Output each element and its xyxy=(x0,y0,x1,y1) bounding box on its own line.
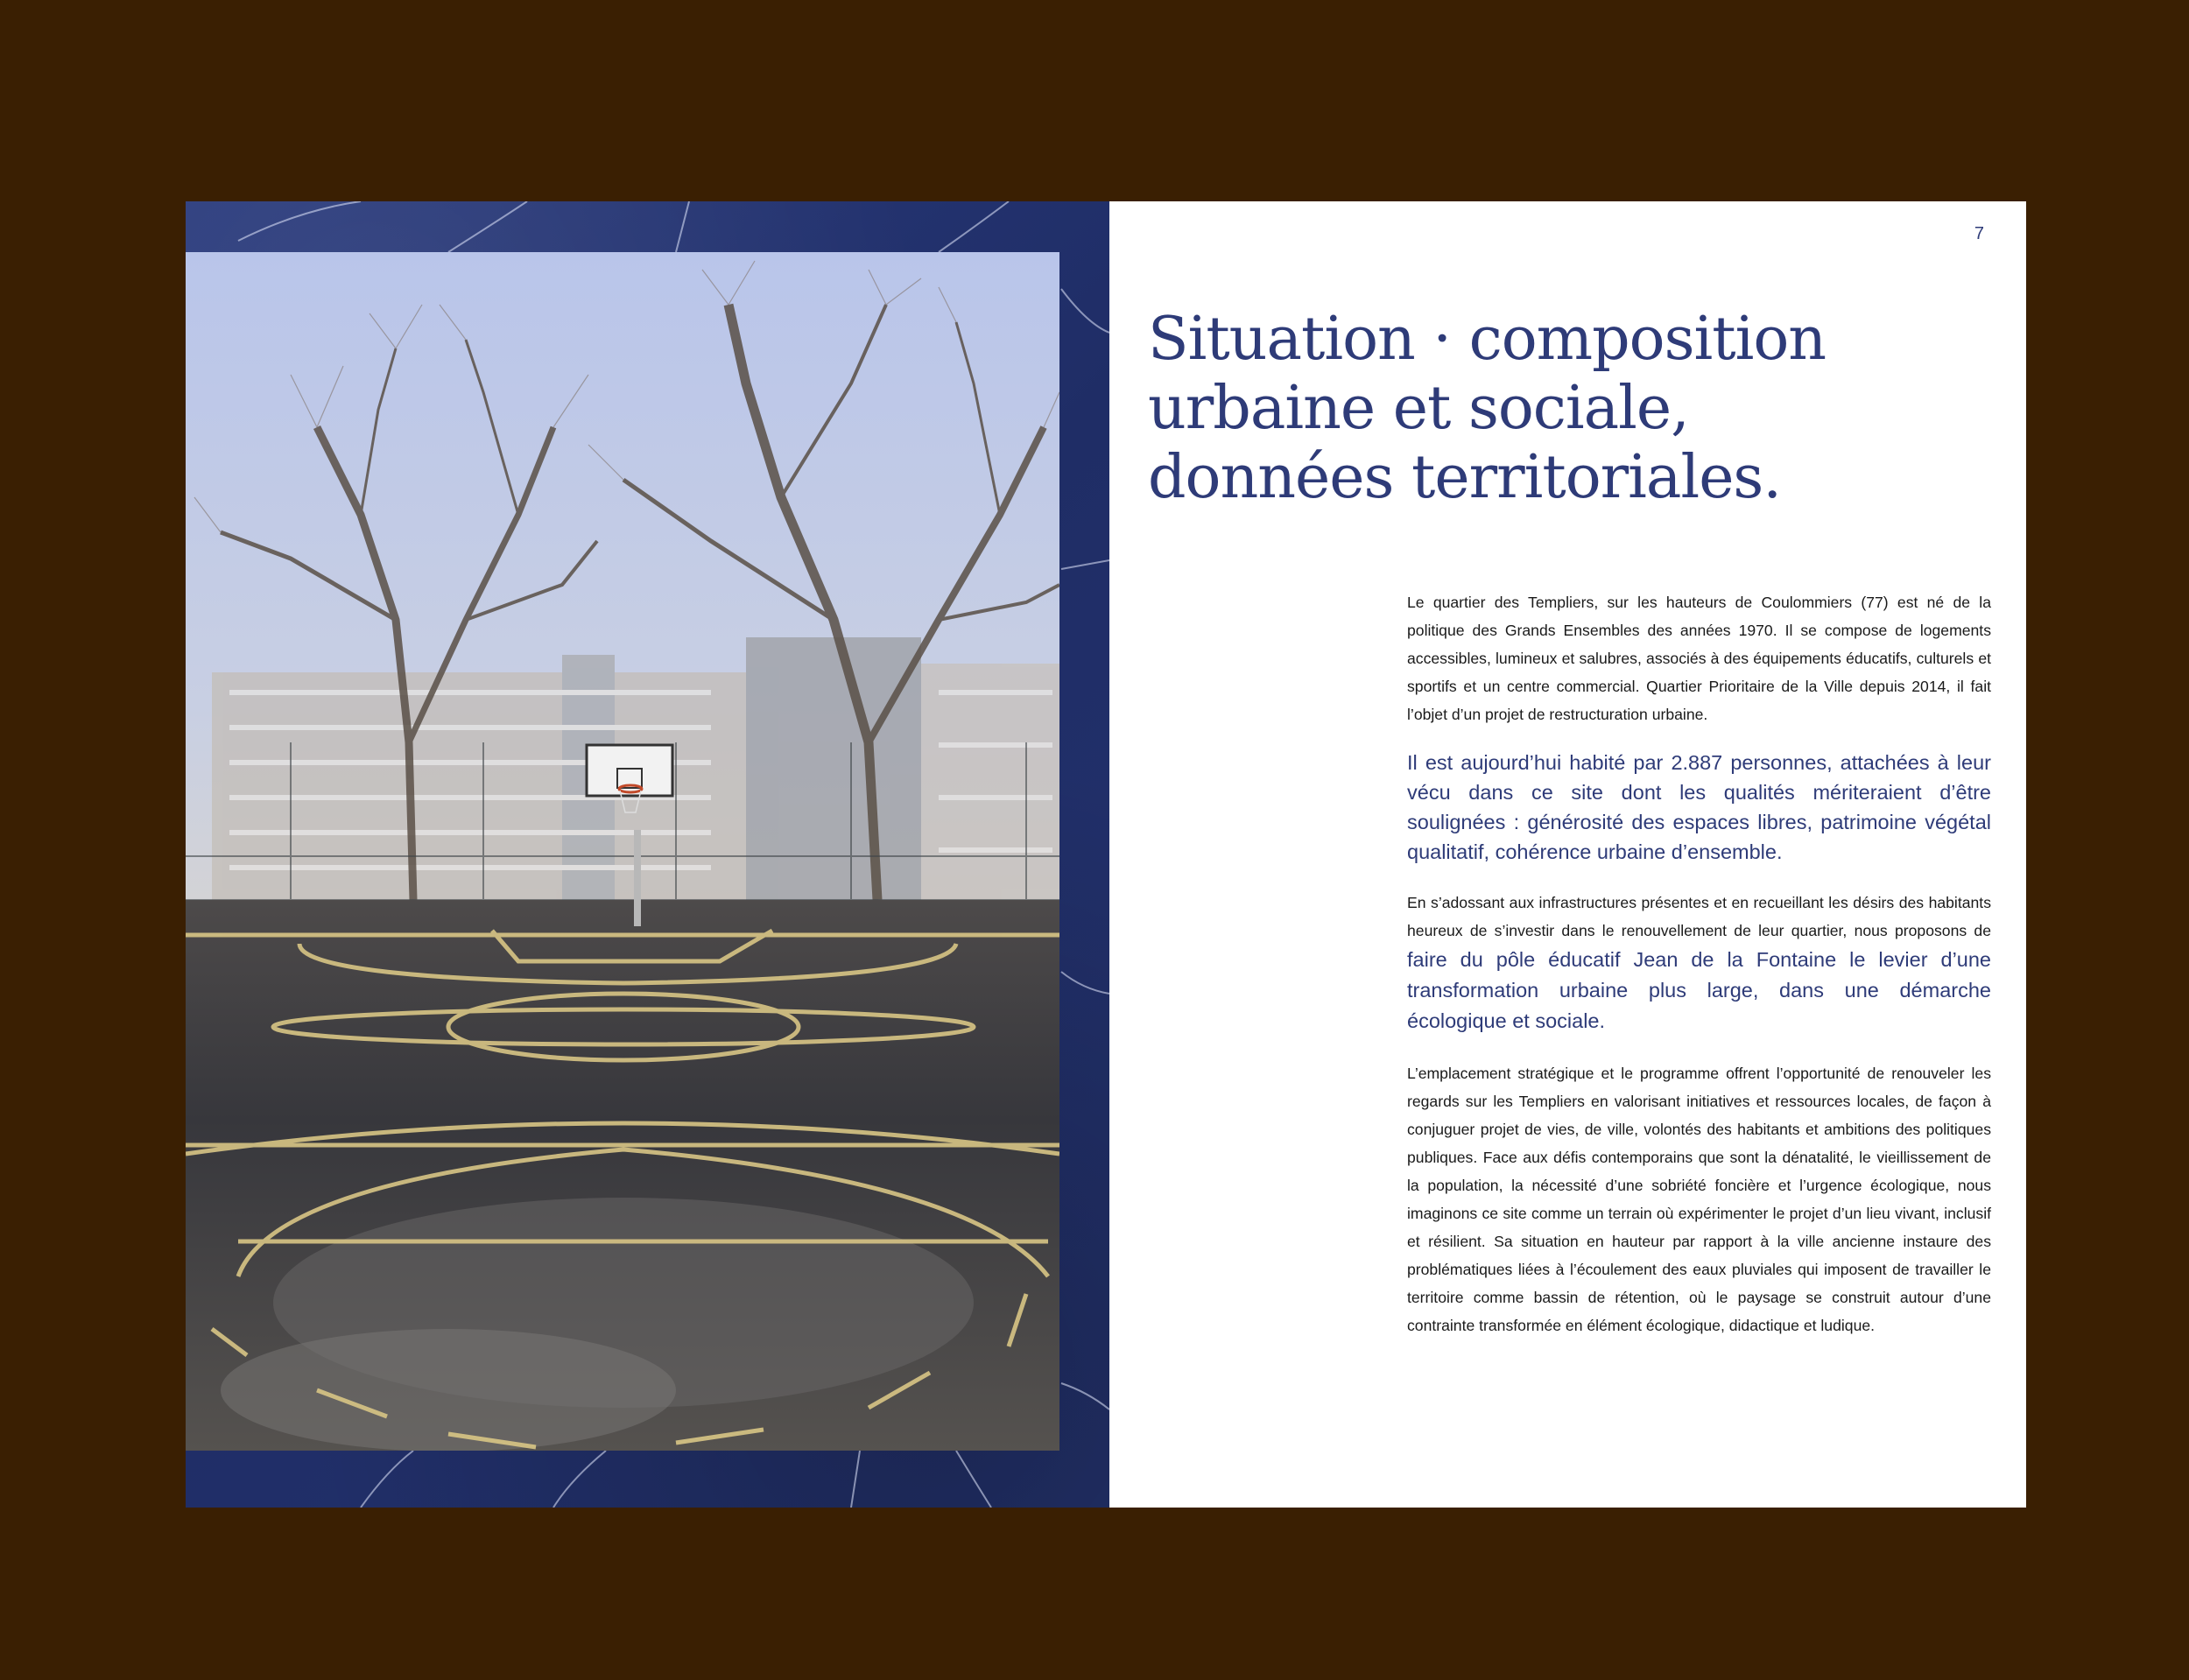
right-page xyxy=(1109,201,2026,1508)
body-text xyxy=(1407,588,1991,1339)
page-title xyxy=(1148,305,1827,512)
title-line: données territoriales. xyxy=(1148,443,1781,512)
left-page xyxy=(186,201,1109,1508)
title-line: urbaine et sociale, xyxy=(1148,374,1689,443)
intro-paragraph: Le quartier des Templiers, sur les hauteurs de Coulommiers (77) est né de la politique des Grands Ensembles des années 1970. Il se compose de logements accessibles, lumineux et salubres, associés à des équipements éducatifs, culturels et sportifs et un centre commercial. Quartier Prioritaire de la Ville depuis 2014, il fait l’objet d’un projet de restructuration urbaine. xyxy=(1407,594,1991,723)
title-line: Situation · composition xyxy=(1148,305,1827,374)
highlight-paragraph: Il est aujourd’hui habité par 2.887 personnes, attachées à leur vécu dans ce site dont les qualités mériteraient d’être soulignées : générosité des espaces libres, patrimoine végétal qualitatif, cohérence urbaine d’ensemble. xyxy=(1407,751,1991,863)
proposal-highlight: faire du pôle éducatif Jean de la Fontaine le levier d’une transformation urbaine plus large, dans une démarche écologique et sociale. xyxy=(1407,948,1991,1032)
strategy-paragraph: L’emplacement stratégique et le programme offrent l’opportunité de renouveler les regards sur les Templiers en valorisant initiatives et ressources locales, de façon à conjuguer projet de vies, de ville, volontés des habitants et ambitions des politiques publiques. Face aux défis contemporains que sont la dénatalité, le vieillissement de la population, la nécessité d’une sobriété foncière et l’urgence écologique, nous imaginons ce site comme un terrain où expérimenter le projet d’un lieu vivant, inclusif et résilient. Sa situation en hauteur par rapport à la ville ancienne instaure des problématiques liées à l’écoulement des eaux pluviales qui imposent de travailler le territoire comme bassin de rétention, où le paysage se construit autour d’une contrainte transformée en élément écologique, didactique et ludique. xyxy=(1407,1065,1991,1334)
basketball-court-photo xyxy=(186,252,1059,1451)
proposal-paragraph xyxy=(1407,889,1991,1037)
book-spread xyxy=(186,201,2026,1508)
proposal-lead: En s’adossant aux infrastructures présentes et en recueillant les désirs des habitants heureux de s’investir dans le renouvellement de leur quartier, nous proposons de xyxy=(1407,894,1991,939)
page-number: 7 xyxy=(1974,224,1984,243)
